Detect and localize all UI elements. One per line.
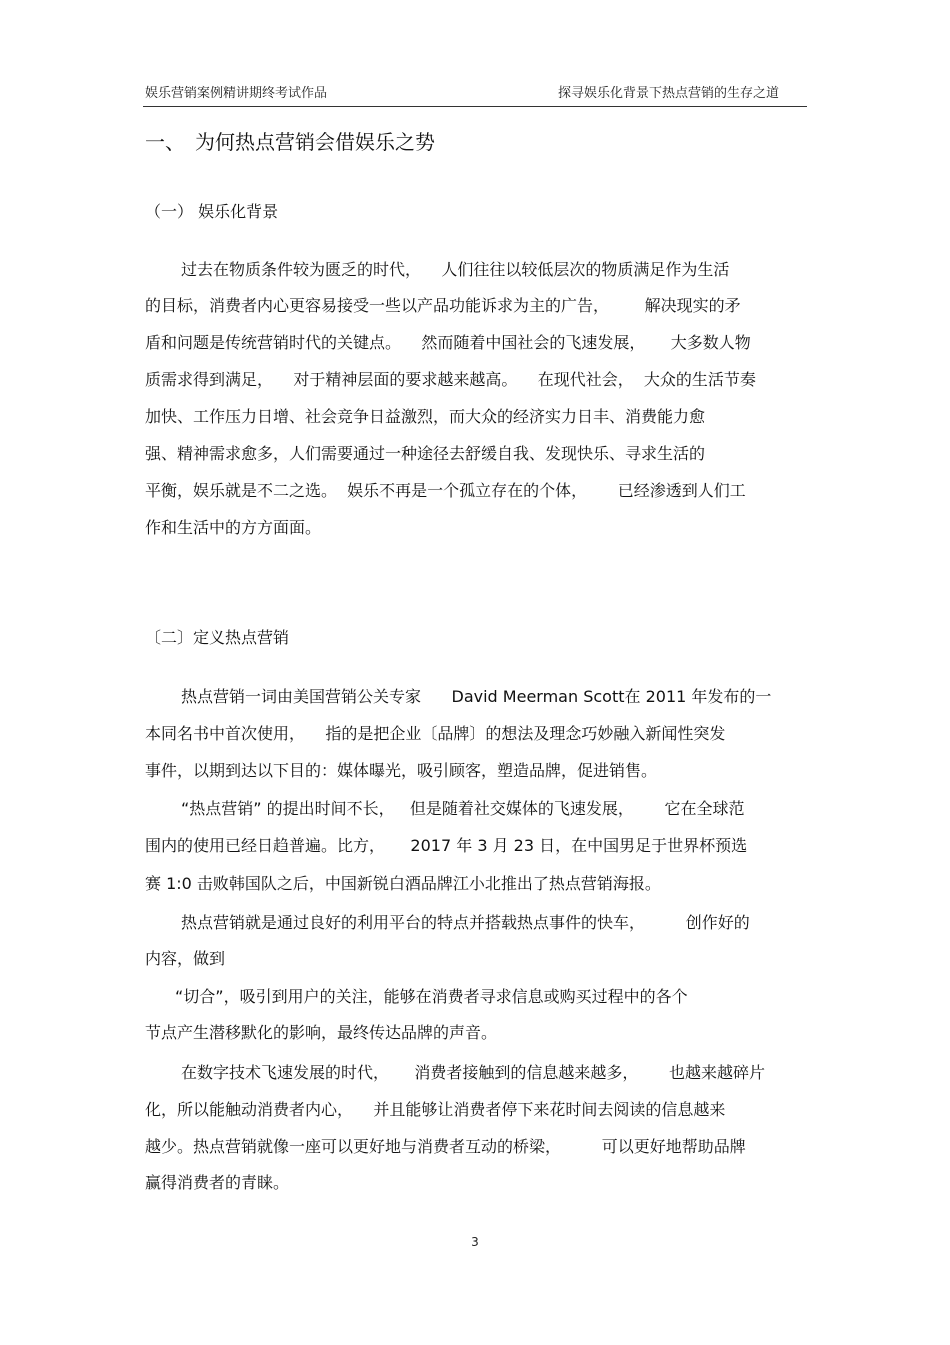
page-number: 3: [471, 1235, 479, 1249]
paragraph-line: 事件，以期到达以下目的：媒体曝光，吸引顾客，塑造品牌，促进销售。: [145, 761, 658, 780]
paragraph-line: 的目标，消费者内心更容易接受一些以产品功能诉求为主的广告， 解决现实的矛: [145, 296, 741, 315]
header-course-title: 娱乐营销案例精讲期终考试作品: [145, 86, 328, 101]
paragraph-line: 内容，做到: [145, 949, 226, 968]
paragraph-line: 过去在物质条件较为匮乏的时代， 人们往往以较低层次的物质满足作为生活: [181, 260, 730, 279]
paragraph-line: 加快、工作压力日增、社会竞争日益激烈，而大众的经济实力日丰、消费能力愈: [145, 407, 706, 426]
header-divider: [143, 106, 807, 107]
paragraph-line: 化，所以能触动消费者内心， 并且能够让消费者停下来花时间去阅读的信息越来: [145, 1100, 726, 1119]
paragraph-line: 在数字技术飞速发展的时代， 消费者接触到的信息越来越多， 也越来越碎片: [181, 1063, 765, 1082]
header-paper-title: 探寻娱乐化背景下热点营销的生存之道: [557, 86, 779, 101]
section-title: 为何热点营销会借娱乐之势: [195, 130, 435, 154]
paragraph-line: 质需求得到满足， 对于精神层面的要求越来越高。 在现代社会， 大众的生活节奏: [145, 370, 756, 389]
paragraph-line: 热点营销一词由美国营销公关专家 David Meerman Scott在 2011 年发布的一: [181, 687, 772, 706]
paragraph-line: 盾和问题是传统营销时代的关键点。 然而随着中国社会的飞速发展， 大多数人物: [145, 333, 751, 352]
section-heading: [145, 127, 435, 157]
subsection-heading-2: 〔二〕定义热点营销: [145, 628, 290, 647]
subsection-heading-1: （一） 娱乐化背景: [145, 202, 279, 221]
paragraph-line: 热点营销就是通过良好的利用平台的特点并搭载热点事件的快车， 创作好的: [181, 913, 750, 932]
paragraph-line: 本同名书中首次使用， 指的是把企业〔品牌〕的想法及理念巧妙融入新闻性突发: [145, 724, 726, 743]
paragraph-line: 节点产生潜移默化的影响，最终传达品牌的声音。: [145, 1023, 498, 1042]
paragraph-line: 赛 1:0 击败韩国队之后，中国新锐白酒品牌江小北推出了热点营销海报。: [145, 874, 661, 893]
paragraph-line: 围内的使用已经日趋普遍。比方， 2017 年 3 月 23 日，在中国男足于世界杯预选: [145, 836, 748, 855]
paragraph-line: 强、精神需求愈多，人们需要通过一种途径去舒缓自我、发现快乐、寻求生活的: [145, 444, 706, 463]
paragraph-line: 平衡，娱乐就是不二之选。 娱乐不再是一个孤立存在的个体， 已经渗透到人们工: [145, 481, 746, 500]
paragraph-line: 越少。热点营销就像一座可以更好地与消费者互动的桥梁， 可以更好地帮助品牌: [145, 1137, 746, 1156]
paragraph-line: 赢得消费者的青睐。: [145, 1173, 290, 1192]
paragraph-line: “热点营销” 的提出时间不长， 但是随着社交媒体的飞速发展， 它在全球范: [181, 799, 745, 818]
paragraph-line: 作和生活中的方方面面。: [145, 518, 322, 537]
paragraph-line: “切合”，吸引到用户的关注，能够在消费者寻求信息或购买过程中的各个: [175, 987, 688, 1006]
section-number: 一、: [145, 130, 185, 154]
